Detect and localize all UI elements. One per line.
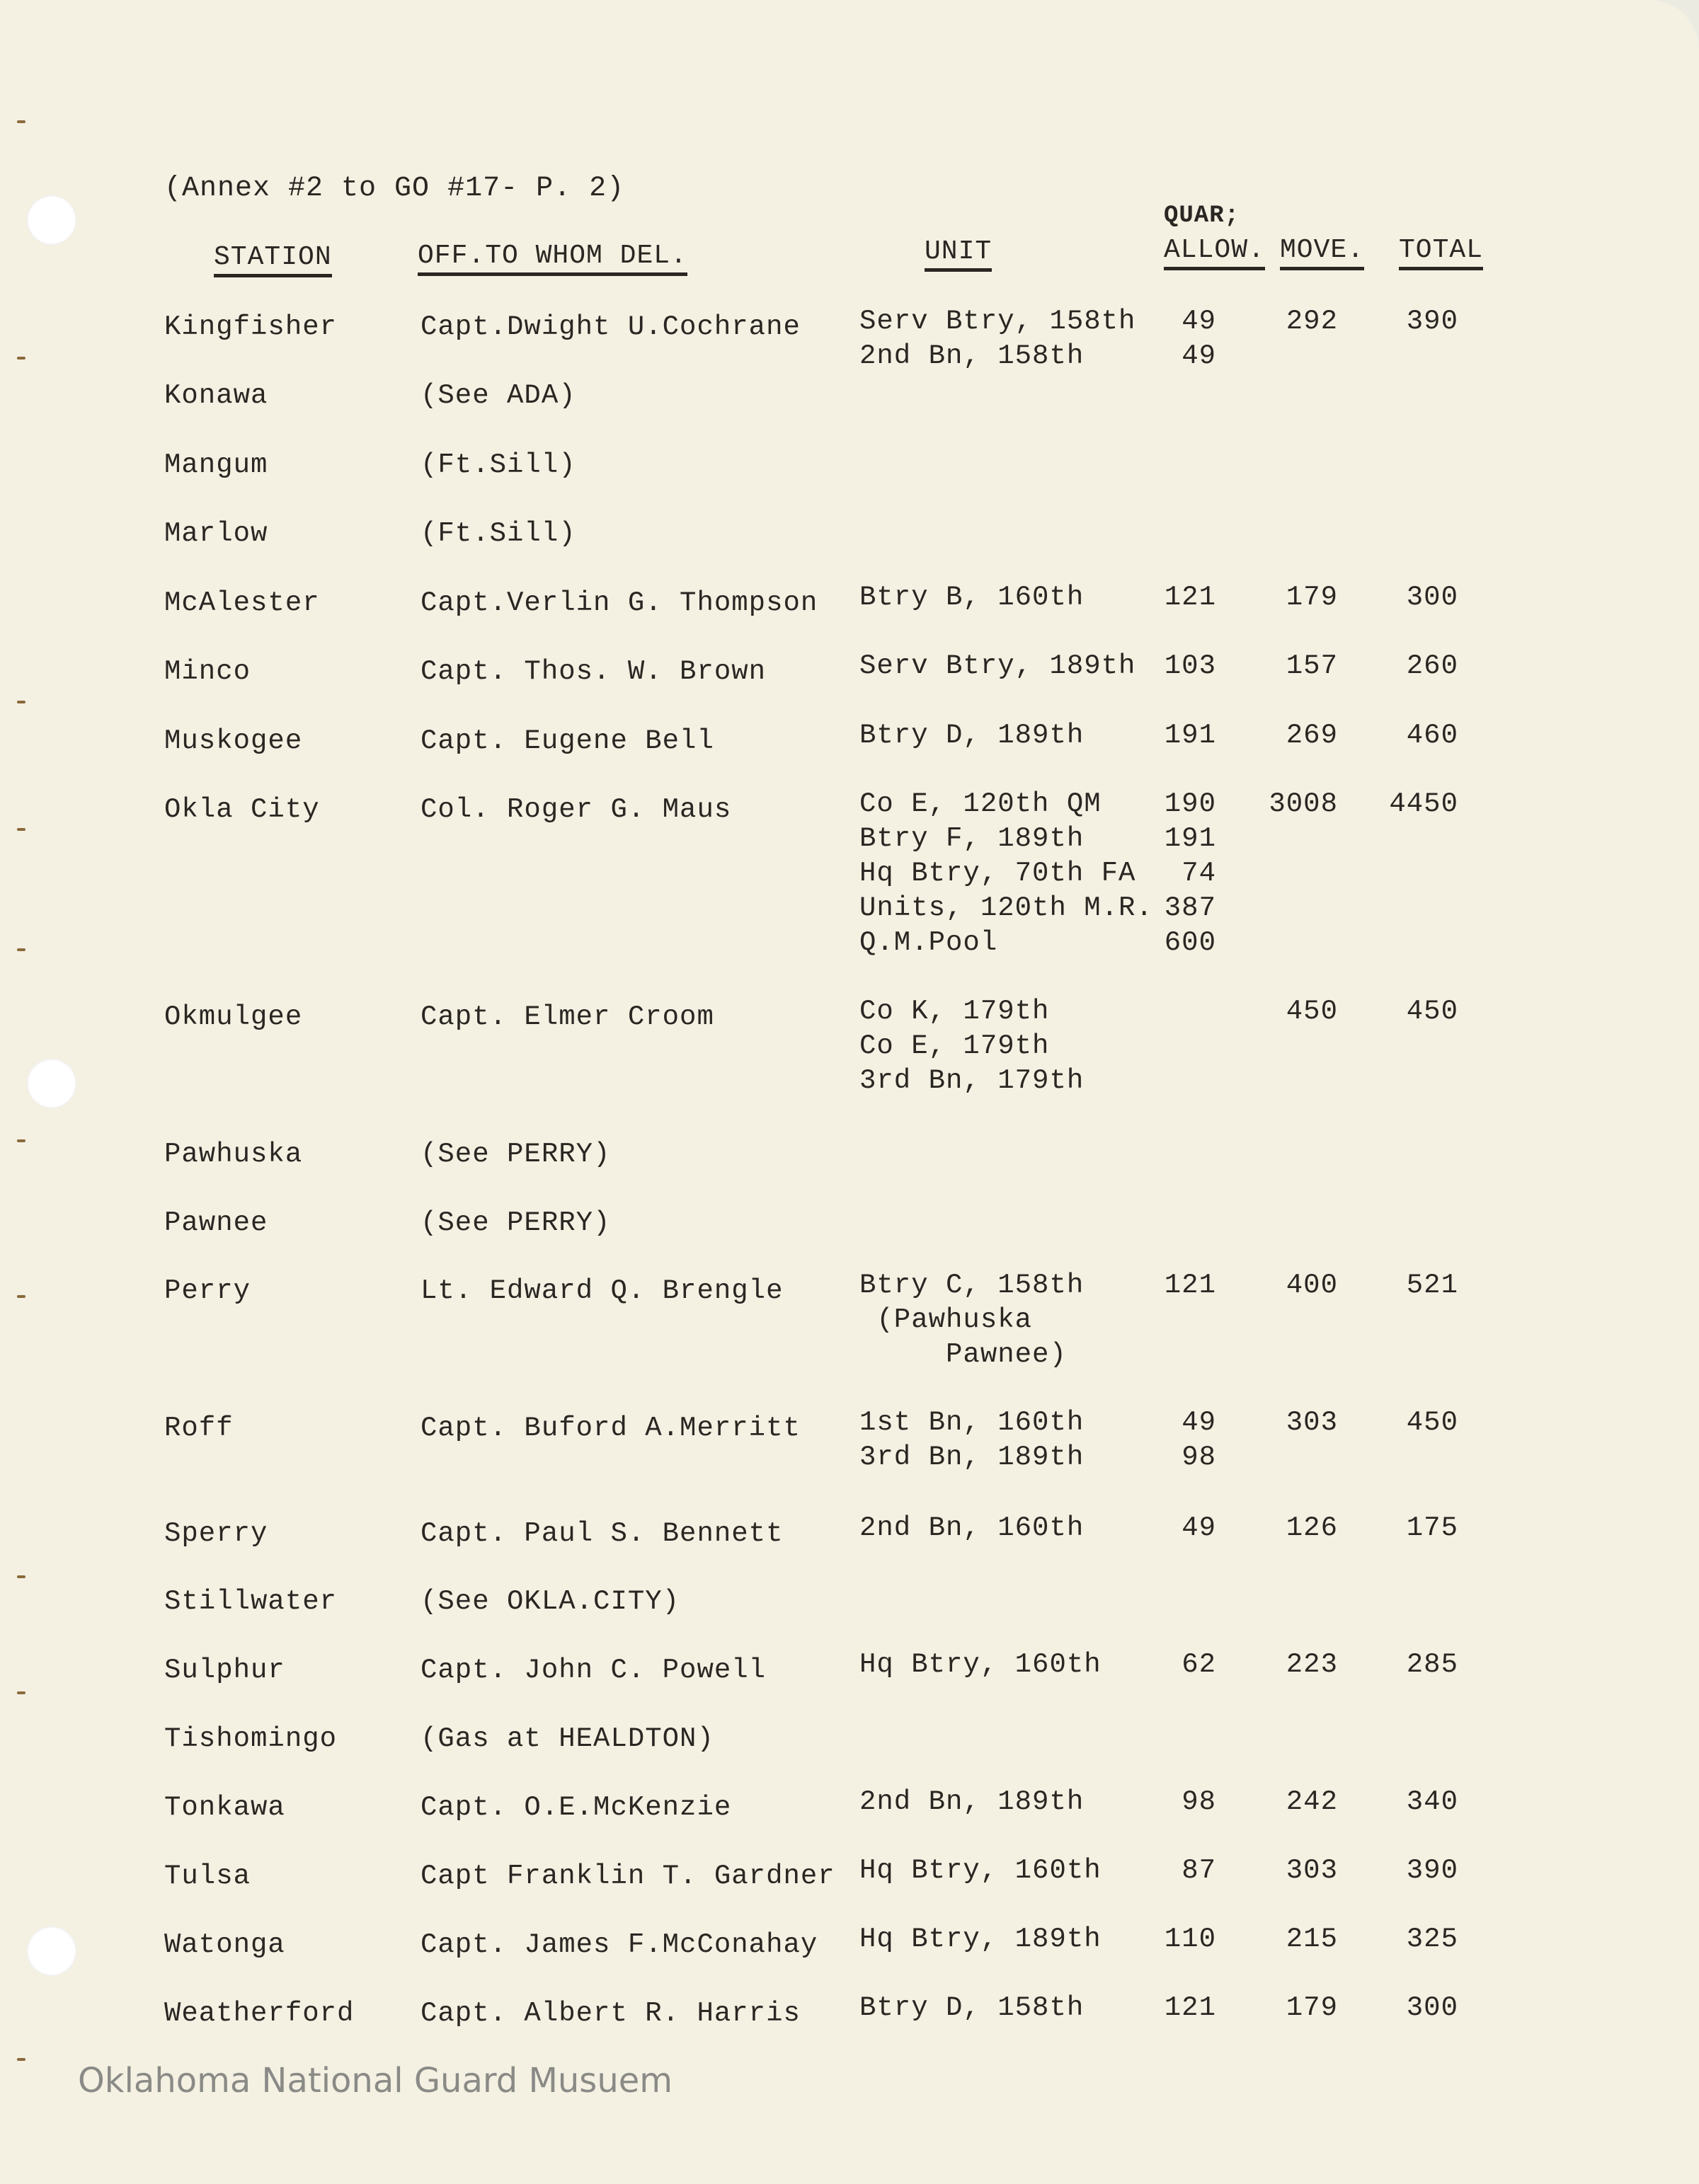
total-allowance: 285	[1406, 1649, 1458, 1680]
total-allowance: 460	[1406, 720, 1458, 751]
total-allowance: 260	[1406, 650, 1458, 682]
quarters-allowance: 121	[1164, 1992, 1216, 2023]
unit-line: Btry D, 189th	[859, 720, 1085, 751]
movement-allowance: 126	[1286, 1512, 1338, 1544]
station-name: Pawnee	[164, 1207, 268, 1238]
officer-name: Capt. Albert R. Harris	[421, 1998, 801, 2029]
station-name: Konawa	[164, 380, 268, 411]
movement-allowance: 400	[1286, 1270, 1338, 1301]
officer-name: (Ft.Sill)	[421, 449, 576, 481]
station-name: Sperry	[164, 1518, 268, 1549]
total-allowance: 300	[1406, 582, 1458, 613]
station-name: Okla City	[164, 794, 320, 825]
total-allowance: 340	[1406, 1786, 1458, 1817]
edge-mark	[17, 1139, 25, 1142]
station-name: Pawhuska	[164, 1139, 303, 1170]
total-allowance: 450	[1406, 996, 1458, 1027]
officer-name: (See OKLA.CITY)	[421, 1586, 680, 1617]
quarters-allowance: 98	[1182, 1442, 1216, 1473]
total-allowance: 175	[1406, 1512, 1458, 1544]
unit-line: 1st Bn, 160th	[859, 1407, 1085, 1438]
officer-name: Lt. Edward Q. Brengle	[421, 1275, 784, 1306]
movement-allowance: 3008	[1269, 788, 1338, 820]
quarters-allowance: 74	[1182, 858, 1216, 889]
edge-mark	[17, 701, 25, 703]
officer-name: Col. Roger G. Maus	[421, 794, 732, 825]
movement-allowance: 242	[1286, 1786, 1338, 1817]
unit-line: 2nd Bn, 158th	[859, 340, 1085, 372]
movement-allowance: 450	[1286, 996, 1338, 1027]
unit-line: Hq Btry, 160th	[859, 1649, 1102, 1680]
unit-line: Btry D, 158th	[859, 1992, 1085, 2023]
quarters-allowance: 49	[1182, 1407, 1216, 1438]
station-name: Marlow	[164, 518, 268, 549]
officer-name: (See PERRY)	[421, 1207, 611, 1238]
station-name: Stillwater	[164, 1586, 338, 1617]
movement-allowance: 269	[1286, 720, 1338, 751]
unit-line: Btry B, 160th	[859, 582, 1085, 613]
station-name: McAlester	[164, 587, 320, 619]
column-header-station: STATION	[214, 242, 332, 277]
edge-mark	[17, 2058, 25, 2061]
unit-line: Pawnee)	[859, 1339, 1067, 1370]
total-allowance: 521	[1406, 1270, 1458, 1301]
edge-mark	[17, 828, 25, 831]
officer-name: (Gas at HEALDTON)	[421, 1723, 714, 1754]
officer-name: Capt. Eugene Bell	[421, 725, 714, 757]
station-name: Weatherford	[164, 1998, 355, 2029]
quarters-allowance: 191	[1164, 720, 1216, 751]
total-allowance: 300	[1406, 1992, 1458, 2023]
officer-name: (See PERRY)	[421, 1139, 611, 1170]
column-header-move: MOVE.	[1280, 235, 1364, 270]
unit-line: Co E, 120th QM	[859, 788, 1102, 820]
quarters-allowance: 49	[1182, 340, 1216, 372]
unit-line: Co K, 179th	[859, 996, 1050, 1027]
unit-line: 3rd Bn, 189th	[859, 1442, 1085, 1473]
binder-hole	[27, 1059, 76, 1108]
movement-allowance: 179	[1286, 582, 1338, 613]
watermark: Oklahoma National Guard Musuem	[78, 2061, 673, 2100]
quarters-allowance: 110	[1164, 1924, 1216, 1955]
quarters-allowance: 190	[1164, 788, 1216, 820]
movement-allowance: 292	[1286, 306, 1338, 337]
edge-mark	[17, 948, 25, 951]
annex-header: (Annex #2 to GO #17- P. 2)	[164, 173, 625, 205]
officer-name: Capt. Elmer Croom	[421, 1001, 714, 1033]
quarters-allowance: 387	[1164, 892, 1216, 924]
officer-name: Capt.Verlin G. Thompson	[421, 587, 818, 619]
station-name: Mangum	[164, 449, 268, 481]
station-name: Muskogee	[164, 725, 303, 757]
station-name: Sulphur	[164, 1655, 285, 1686]
column-header-total: TOTAL	[1399, 235, 1483, 270]
officer-name: Capt. John C. Powell	[421, 1655, 767, 1686]
quarters-allowance: 49	[1182, 1512, 1216, 1544]
quarters-allowance: 600	[1164, 927, 1216, 958]
unit-line: Serv Btry, 158th	[859, 306, 1136, 337]
officer-name: Capt. James F.McConahay	[421, 1929, 818, 1960]
movement-allowance: 157	[1286, 650, 1338, 682]
movement-allowance: 303	[1286, 1855, 1338, 1886]
unit-line: 2nd Bn, 160th	[859, 1512, 1085, 1544]
unit-line: 2nd Bn, 189th	[859, 1786, 1085, 1817]
unit-line: Btry F, 189th	[859, 823, 1085, 854]
movement-allowance: 179	[1286, 1992, 1338, 2023]
edge-mark	[17, 1691, 25, 1694]
station-name: Tishomingo	[164, 1723, 338, 1754]
quarters-allowance: 121	[1164, 1270, 1216, 1301]
unit-line: 3rd Bn, 179th	[859, 1065, 1085, 1096]
officer-name: Capt. Thos. W. Brown	[421, 656, 767, 687]
quarters-allowance: 103	[1164, 650, 1216, 682]
column-header-allow: ALLOW.	[1164, 235, 1265, 270]
total-allowance: 390	[1406, 306, 1458, 337]
unit-line: Hq Btry, 160th	[859, 1855, 1102, 1886]
station-name: Tulsa	[164, 1861, 251, 1892]
station-name: Minco	[164, 656, 251, 687]
total-allowance: 325	[1406, 1924, 1458, 1955]
total-allowance: 450	[1406, 1407, 1458, 1438]
edge-mark	[17, 1295, 25, 1298]
unit-line: Hq Btry, 189th	[859, 1924, 1102, 1955]
unit-line: Btry C, 158th	[859, 1270, 1085, 1301]
unit-line: (Pawhuska	[859, 1304, 1033, 1335]
quarters-allowance: 121	[1164, 582, 1216, 613]
officer-name: Capt. O.E.McKenzie	[421, 1792, 732, 1823]
movement-allowance: 223	[1286, 1649, 1338, 1680]
quarters-allowance: 98	[1182, 1786, 1216, 1817]
quarters-allowance: 87	[1182, 1855, 1216, 1886]
edge-mark	[17, 1575, 25, 1578]
unit-line: Serv Btry, 189th	[859, 650, 1136, 682]
officer-name: Capt Franklin T. Gardner	[421, 1861, 835, 1892]
station-name: Watonga	[164, 1929, 285, 1960]
quarters-allowance: 191	[1164, 823, 1216, 854]
column-header-officer: OFF.TO WHOM DEL.	[418, 241, 687, 276]
edge-mark	[17, 120, 25, 123]
column-header-unit: UNIT	[925, 236, 992, 272]
binder-hole	[27, 195, 76, 245]
total-allowance: 390	[1406, 1855, 1458, 1886]
officer-name: Capt. Paul S. Bennett	[421, 1518, 784, 1549]
quarters-allowance: 62	[1182, 1649, 1216, 1680]
movement-allowance: 303	[1286, 1407, 1338, 1438]
unit-line: Units, 120th M.R.	[859, 892, 1153, 924]
movement-allowance: 215	[1286, 1924, 1338, 1955]
station-name: Perry	[164, 1275, 251, 1306]
station-name: Tonkawa	[164, 1792, 285, 1823]
quarters-allowance: 49	[1182, 306, 1216, 337]
unit-line: Hq Btry, 70th FA	[859, 858, 1136, 889]
officer-name: (Ft.Sill)	[421, 518, 576, 549]
station-name: Okmulgee	[164, 1001, 303, 1033]
unit-line: Co E, 179th	[859, 1030, 1050, 1062]
binder-hole	[27, 1926, 76, 1976]
officer-name: Capt. Buford A.Merritt	[421, 1413, 801, 1444]
unit-line: Q.M.Pool	[859, 927, 998, 958]
column-header-quar: QUAR;	[1164, 202, 1240, 229]
officer-name: Capt.Dwight U.Cochrane	[421, 311, 801, 343]
station-name: Kingfisher	[164, 311, 338, 343]
officer-name: (See ADA)	[421, 380, 576, 411]
station-name: Roff	[164, 1413, 234, 1444]
total-allowance: 4450	[1389, 788, 1458, 820]
edge-mark	[17, 357, 25, 360]
